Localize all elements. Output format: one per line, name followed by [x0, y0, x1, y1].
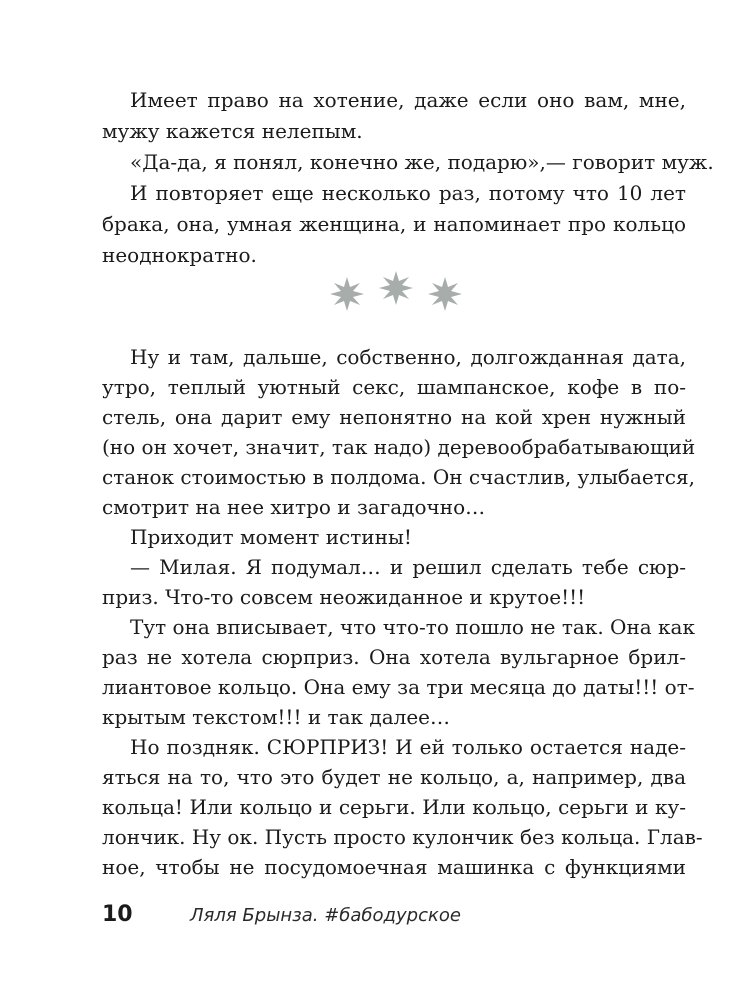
text-line: Тут она вписывает, что что-то пошло не так. Она как [130, 615, 695, 639]
text-line: лончик. Ну ок. Пусть просто кулончик без кольца. Глав- [102, 825, 703, 849]
page-number: 10 [102, 902, 133, 927]
text-line: раз не хотела сюрприз. Она хотела вульгарное брил- [102, 645, 686, 669]
star-icon [428, 277, 462, 311]
star-icon [379, 271, 413, 305]
text-line: кольца! Или кольцо и серьги. Или кольцо, серьги и ку- [102, 795, 686, 819]
text-line: Ну и там, дальше, собственно, долгожданная дата, [130, 345, 686, 369]
text-line: яться на то, что это будет не кольцо, а, например, два [102, 765, 686, 789]
text-line: — Милая. Я подумал… и решил сделать тебе сюр- [130, 555, 686, 579]
text-line: Но поздняк. СЮРПРИЗ! И ей только остается наде- [130, 735, 686, 759]
text-line: неоднократно. [102, 243, 257, 267]
text-line: И повторяет еще несколько раз, потому что 10 лет [130, 181, 686, 205]
text-line: лиантовое кольцо. Она ему за три месяца до даты!!! от- [102, 675, 695, 699]
text-line: утро, теплый уютный секс, шампанское, кофе в по- [102, 375, 686, 399]
text-line: (но он хочет, значит, так надо) деревообрабатывающий [102, 435, 696, 459]
text-line: смотрит на нее хитро и загадочно… [102, 495, 486, 519]
three-stars-ornament-icon [322, 270, 472, 316]
text-line: «Да-да, я понял, конечно же, подарю»,— говорит муж. [130, 150, 714, 174]
text-line: стель, она дарит ему непонятно на кой хрен нужный [102, 405, 686, 429]
text-line: брака, она, умная женщина, и напоминает про кольцо [102, 212, 686, 236]
running-head: Ляля Брынза. #бабодурское [190, 905, 461, 926]
text-line: крытым текстом!!! и так далее… [102, 705, 450, 729]
text-line: приз. Что-то совсем неожиданное и крутое!!! [102, 585, 586, 609]
star-icon [330, 277, 364, 311]
text-line: Имеет право на хотение, даже если оно вам, мне, [130, 88, 686, 112]
text-line: станок стоимостью в полдома. Он счастлив, улыбается, [102, 465, 695, 489]
text-line: Приходит момент истины! [130, 525, 412, 549]
text-line: мужу кажется нелепым. [102, 119, 363, 143]
text-line: ное, чтобы не посудомоечная машинка с функциями [102, 855, 686, 879]
